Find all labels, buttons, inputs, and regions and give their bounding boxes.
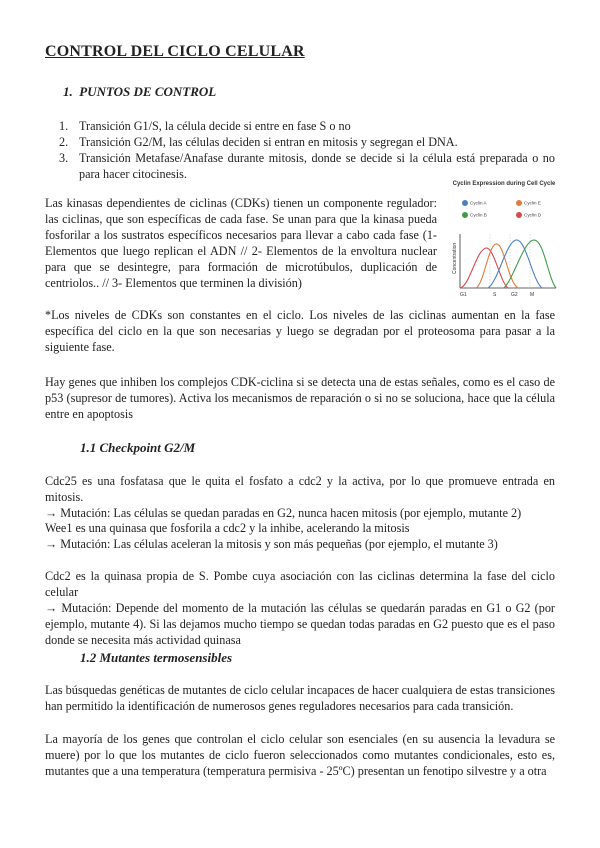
legend-item-cyclin-b: Cyclin B (462, 212, 487, 218)
phase-label: S (493, 292, 497, 298)
cdc25-paragraph: Cdc25 es una fosfatasa que le quita el fosfato a cdc2 y la activa, por lo que promueve entrada en mitosis. → Mutación: Las células se quedan paradas en G2, nunca hacen mitosis (por ejemplo, mutante 2) (45, 474, 555, 520)
subsection-heading-mutantes: 1.2 Mutantes termosensibles (80, 650, 233, 665)
genes-paragraph: Hay genes que inhiben los complejos CDK-ciclina si se detecta una de estas señales, como es el caso de p53 (supresor de tumores). Activa los mecanismos de reparación o si no se soluciona, hace que la célula entre en apoptosis (45, 375, 555, 421)
list-item: 3. Transición Metafase/Anafase durante mitosis, donde se decide si la célula está preparada o no para hacer citocinesis. (59, 151, 555, 181)
legend-swatch (516, 200, 522, 206)
cdk-levels-paragraph: *Los niveles de CDKs son constantes en el ciclo. Los niveles de las ciclinas aumentan en la fase específica del ciclo en la que son necesarias y luego se degradan por el proteosoma para pasar a la siguiente fase. (45, 308, 555, 354)
cyclin-expression-figure (448, 178, 560, 302)
legend-swatch (462, 212, 468, 218)
essential-genes-paragraph: La mayoría de los genes que controlan el ciclo celular son esenciales (en su ausencia la levadura se muere) por lo que los mutantes de ciclo fueron seleccionados como mutantes condicionales, esto es, mutantes que a una temperatura (temperatura permisiva - 25ºC) presentan un fenotipo silvestre y a otra (45, 732, 555, 778)
legend-swatch (516, 212, 522, 218)
phase-label: G2 (511, 292, 518, 298)
checkpoint-list (45, 118, 555, 182)
phase-label: G1 (460, 292, 467, 298)
section-number: 1. (63, 84, 73, 99)
cyclin-d-curve (460, 248, 508, 288)
section-heading-puntos-de-control (63, 84, 216, 100)
wee1-paragraph: Wee1 es una quinasa que fosforila a cdc2 y la inhibe, acelerando la mitosis → Mutación: Las células aceleran la mitosis y son más pequeñas (por ejemplo, el mutante 3) (45, 521, 498, 551)
figure-title: Cyclin Expression during Cell Cycle (452, 181, 556, 187)
list-item: 1. Transición G1/S, la célula decide si entre en fase S o no (59, 119, 351, 133)
phase-label: M (530, 292, 535, 298)
legend-swatch (462, 200, 468, 206)
legend-item-cyclin-e: Cyclin E (516, 200, 541, 206)
y-axis-label: Concentration (452, 242, 458, 274)
genetic-search-paragraph: Las búsquedas genéticas de mutantes de ciclo celular incapaces de hacer cualquiera de estas transiciones han permitido la identificación de numerosos genes reguladores necesarios para cada transición. (45, 683, 555, 713)
legend-item-cyclin-a: Cyclin A (462, 200, 487, 206)
cdc2-paragraph: Cdc2 es la quinasa propia de S. Pombe cuya asociación con las ciclinas determina la fase del ciclo celular → Mutación: Depende del momento de la mutación las células se quedarán paradas en G1 o G2 (por ejemplo, mutante 4). Si las dejamos mucho tiempo se quedan todas paradas en G2 puesto que es el paso donde se necesita más actividad quinasa (45, 569, 555, 647)
page-title: CONTROL DEL CICLO CELULAR (45, 43, 305, 60)
kinases-paragraph: Las kinasas dependientes de ciclinas (CDKs) tienen un componente regulador: las ciclinas, que son específicas de cada fase. Se unan para que la kinasa pueda fosforilar a los sustratos específicos necesarios para llevar a cabo cada fase (1- Elementos que luego replican el ADN // 2- Elementos de la envoltura nuclear para que se desintegre, para formación de microtúbulos, duplicación de centriolos.. // 3- Elementos que terminen la división) (45, 196, 437, 290)
subsection-heading-checkpoint: 1.1 Checkpoint G2/M (80, 440, 196, 455)
legend-item-cyclin-d: Cyclin D (516, 212, 541, 218)
list-item: 2. Transición G2/M, las células deciden si entran en mitosis y segregan el DNA. (59, 135, 458, 149)
section-title: PUNTOS DE CONTROL (79, 84, 217, 99)
cyclin-chart (448, 178, 560, 302)
